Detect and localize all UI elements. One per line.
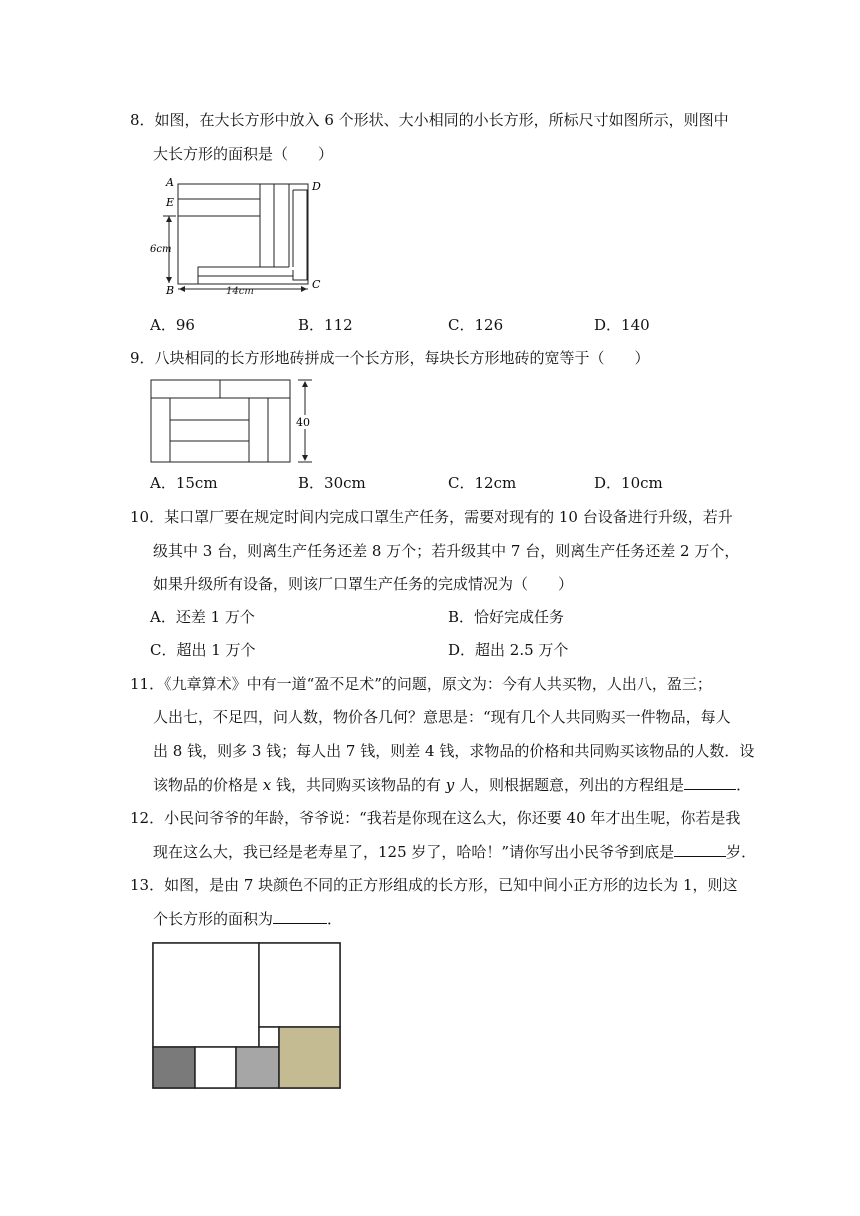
q8-option-a: A．96	[150, 316, 195, 334]
q11-var-x: x	[262, 776, 272, 794]
q12-line-2-end: 岁．	[726, 843, 757, 861]
q11-var-y: y	[445, 776, 455, 794]
q11-line-4-end: ．	[736, 776, 752, 794]
q8-option-d: D．140	[594, 316, 650, 334]
q12-line-2-part-a: 现在这么大，我已经是老寿星了，125 岁了，哈哈！”请你写出小民爷爷到底是	[153, 843, 675, 861]
q8-line-2: 大长方形的面积是（ ）	[153, 145, 334, 163]
q13-square-white	[195, 1047, 236, 1088]
q11-line-4-part-c: 人，则根据题意，列出的方程组是	[454, 776, 685, 794]
q13-square-unit	[259, 1027, 279, 1047]
q10-option-a: A．还差 1 万个	[150, 608, 255, 626]
q13-line-2	[153, 907, 342, 930]
q8-label-d: D	[312, 180, 321, 193]
q13-line-2-end: ．	[327, 910, 343, 928]
q13-square-large	[153, 943, 259, 1047]
q11-answer-blank[interactable]	[684, 773, 736, 790]
q8-height-label: 6cm	[150, 244, 172, 255]
q11-line-4	[153, 773, 751, 796]
q10-option-b: B．恰好完成任务	[448, 608, 565, 626]
q13-answer-blank[interactable]	[273, 907, 327, 924]
q13-square-top-right	[259, 943, 340, 1027]
q8-figure	[150, 172, 340, 300]
q11-line-1: 11．《九章算术》中有一道“盈不足术”的问题，原文为：今有人共买物，人出八，盈三；	[130, 675, 712, 693]
q10-option-d: D．超出 2.5 万个	[448, 641, 569, 659]
q8-line-1: 8．如图，在大长方形中放入 6 个形状、大小相同的小长方形，所标尺寸如图所示，则图中	[130, 111, 729, 129]
q8-label-b: B	[166, 284, 175, 297]
q11-line-3: 出 8 钱，则多 3 钱；每人出 7 钱，则差 4 钱，求物品的价格和共同购买该物品的人数．设	[153, 742, 755, 760]
q12-line-1: 12．小民问爷爷的年龄，爷爷说：“我若是你现在这么大，你还要 40 年才出生呢，你若是我	[130, 809, 741, 827]
q8-width-label: 14cm	[226, 286, 254, 297]
q9-option-a: A．15cm	[150, 474, 218, 492]
q9-option-d: D．10cm	[594, 474, 663, 492]
q10-option-c: C．超出 1 万个	[150, 641, 256, 659]
q9-option-b: B．30cm	[298, 474, 366, 492]
q8-option-c: C．126	[448, 316, 504, 334]
q11-line-4-part-b: 钱，共同购买该物品的有	[271, 776, 446, 794]
q10-line-2: 级其中 3 台，则离生产任务还差 8 万个；若升级其中 7 台，则离生产任务还差 2 万个，	[153, 542, 740, 560]
q8-option-b: B．112	[298, 316, 353, 334]
q8-label-a: A	[166, 176, 174, 189]
q11-line-2: 人出七，不足四，问人数，物价各几何？意思是：“现有几个人共同购买一件物品，每人	[153, 708, 731, 726]
q13-square-dark	[153, 1047, 195, 1088]
q13-square-tan	[279, 1027, 340, 1088]
q9-line-1: 9．八块相同的长方形地砖拼成一个长方形，每块长方形地砖的宽等于（ ）	[130, 349, 650, 367]
q13-square-gray	[236, 1047, 279, 1088]
q9-option-c: C．12cm	[448, 474, 517, 492]
q13-line-1: 13．如图，是由 7 块颜色不同的正方形组成的长方形，已知中间小正方形的边长为 1，则这	[130, 876, 738, 894]
q12-answer-blank[interactable]	[674, 840, 726, 857]
q8-label-e: E	[166, 196, 175, 209]
q8-label-c: C	[312, 278, 321, 291]
q10-line-1: 10．某口罩厂要在规定时间内完成口罩生产任务，需要对现有的 10 台设备进行升级，若升	[130, 508, 733, 526]
q9-figure	[150, 378, 325, 464]
q13-figure	[152, 942, 342, 1090]
q9-height-label: 40	[296, 416, 310, 429]
q13-line-2-part-a: 个长方形的面积为	[153, 910, 274, 928]
q11-line-4-part-a: 该物品的价格是	[153, 776, 263, 794]
q10-line-3: 如果升级所有设备，则该厂口罩生产任务的完成情况为（ ）	[153, 575, 574, 593]
q12-line-2	[153, 840, 756, 863]
